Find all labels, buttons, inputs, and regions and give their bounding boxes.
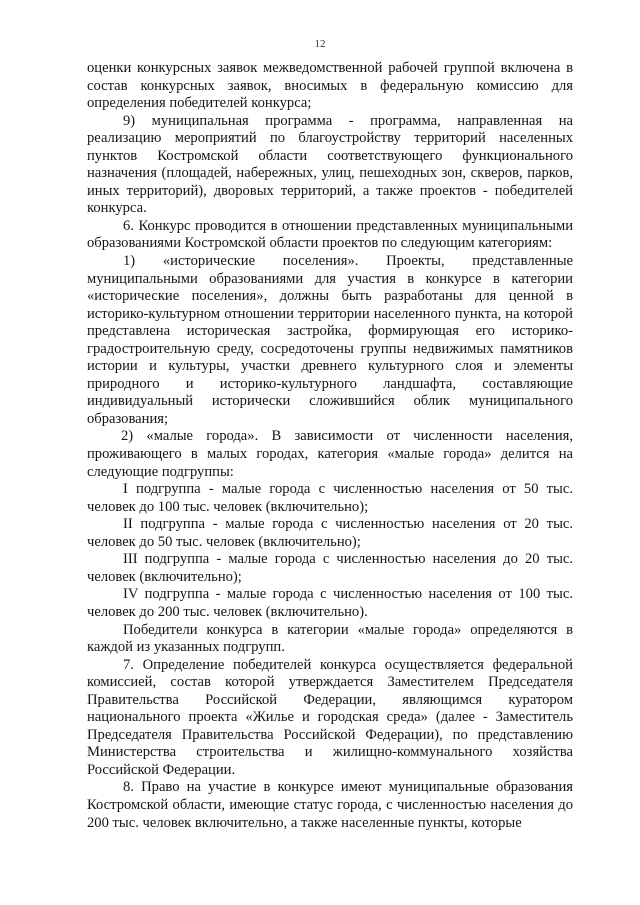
paragraph-item-9: 9) муниципальная программа - программа, направленная на реализацию мероприятий по благоустройству территорий населенных пунктов Костромской области соответствующего функционального назначения (площадей, набережных, улиц, пешеходных зон, скверов, парков, иных территорий), дворовых территорий, а также проектов - победителей конкурса. bbox=[87, 112, 573, 217]
paragraph-section-7: 7. Определение победителей конкурса осуществляется федеральной комиссией, состав которой утверждается Заместителем Председателя Правительства Российской Федерации, являющимся куратором национального проекта «Жилье и городская среда» (далее - Заместитель Председателя Правительства Российской Федерации), по представлению Министерства строительства и жилищно-коммунального хозяйства Российской Федерации. bbox=[87, 656, 573, 778]
paragraph-category-historic: 1) «исторические поселения». Проекты, представленные муниципальными образованиями для участия в конкурсе в категории «исторические поселения», должны быть разработаны для ценной в историко-культурном отношении территории населенного пункта, на которой представлена историческая застройка, формирующая его историко-градостроительную среду, сосредоточены группы недвижимых памятников истории и культуры, участки древнего культурного слоя и элементы природного и историко-культурного ландшафта, составляющие индивидуальный исторически сложившийся облик муниципального образования; bbox=[87, 253, 573, 427]
paragraph-section-6: 6. Конкурс проводится в отношении представленных муниципальными образованиями Костромской области проектов по следующим категориям: bbox=[87, 217, 573, 252]
page-number: 12 bbox=[314, 38, 326, 50]
paragraph-category-small-towns: 2) «малые города». В зависимости от численности населения, проживающего в малых городах, категория «малые города» делится на следующие подгруппы: bbox=[87, 428, 573, 480]
paragraph-subgroup-4: IV подгруппа - малые города с численностью населения от 100 тыс. человек до 200 тыс. человек (включительно). bbox=[87, 586, 573, 620]
paragraph-section-8: 8. Право на участие в конкурсе имеют муниципальные образования Костромской области, имеющие статус города, с численностью населения до 200 тыс. человек включительно, а также населенные пункты, которые bbox=[87, 779, 573, 831]
document-body bbox=[87, 60, 573, 832]
paragraph-subgroup-3: III подгруппа - малые города с численностью населения до 20 тыс. человек (включительно); bbox=[87, 551, 573, 585]
paragraph-subgroup-1: I подгруппа - малые города с численностью населения от 50 тыс. человек до 100 тыс. человек (включительно); bbox=[87, 481, 573, 515]
paragraph-winners: Победители конкурса в категории «малые города» определяются в каждой из указанных подгрупп. bbox=[87, 621, 573, 656]
paragraph-continuation: оценки конкурсных заявок межведомственной рабочей группой включена в состав конкурсных заявок, вносимых в федеральную комиссию для определения победителей конкурса; bbox=[87, 60, 573, 112]
paragraph-subgroup-2: II подгруппа - малые города с численностью населения от 20 тыс. человек до 50 тыс. человек (включительно); bbox=[87, 516, 573, 550]
